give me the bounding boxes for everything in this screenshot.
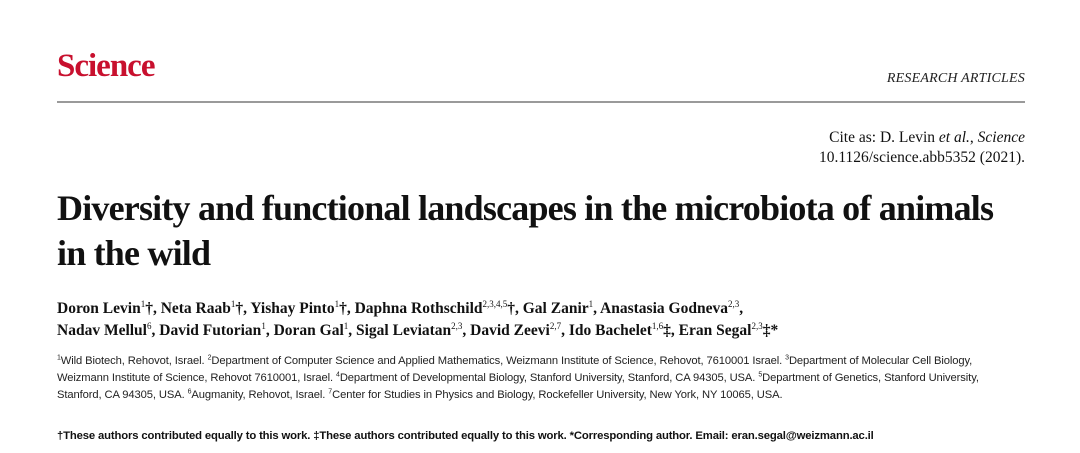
author-separator: , — [515, 300, 523, 317]
citation-sep: , — [969, 129, 978, 146]
author-name: Daphna Rothschild — [354, 300, 483, 317]
author-entry — [470, 322, 569, 339]
affiliation-text: Wild Biotech, Rehovot, Israel. — [60, 355, 208, 367]
affiliation-text: Center for Studies in Physics and Biology, Rockefeller University, New York, NY 10065, USA. — [332, 389, 783, 401]
author-entry — [250, 300, 354, 317]
author-affiliation-sup: 2,3 — [451, 320, 463, 331]
citation-doi: 10.1126/science.abb5352 (2021). — [818, 149, 1025, 166]
author-entry — [679, 322, 779, 339]
affiliation-entry — [328, 389, 782, 401]
author-affiliation-sup: 2,3,4,5 — [482, 298, 508, 309]
author-affiliation-sup: 6 — [147, 320, 152, 331]
author-affiliation-sup: 1 — [140, 298, 146, 309]
affiliation-entry — [336, 372, 758, 384]
citation-line — [819, 128, 1025, 148]
author-separator: , — [348, 322, 356, 339]
author-separator: , — [670, 322, 679, 339]
affiliation-entry — [208, 355, 786, 367]
author-footnote: †These authors contributed equally to this work. ‡These authors contributed equally to this work. *Corresponding author. Email: eran.segal@weizmann.ac.il — [57, 430, 874, 442]
author-affiliation-sup: 1 — [261, 320, 266, 331]
author-separator: , — [152, 300, 161, 317]
author-name: Doran Gal — [273, 322, 344, 339]
affiliation-number: 4 — [336, 371, 340, 379]
author-entry — [57, 300, 161, 317]
affiliation-text: Department of Computer Science and Applied Mathematics, Weizmann Institute of Science, Rehovot, 7610001 Israel. — [211, 355, 786, 367]
author-entry — [57, 322, 159, 339]
author-name: Nadav Mellul — [57, 322, 147, 339]
author-name: Anastasia Godneva — [600, 300, 728, 317]
author-affiliation-sup: 1,6 — [651, 320, 664, 331]
affiliation-number: 5 — [758, 371, 763, 379]
author-entry — [274, 322, 356, 339]
author-separator: , — [346, 300, 355, 317]
author-mark: ‡ — [663, 322, 671, 339]
affiliation-text: Department of Genetics, Stanford University, Stanford, CA 94305, USA. — [57, 372, 979, 401]
author-affiliation-sup: 2,7 — [549, 320, 562, 331]
author-name: David Zeevi — [470, 322, 550, 339]
author-affiliation-sup: 1 — [588, 298, 594, 309]
affiliation-number: 3 — [785, 354, 789, 362]
author-separator: , — [593, 300, 601, 317]
author-entry — [161, 300, 251, 317]
author-name: Ido Bachelet — [568, 322, 652, 339]
author-mark: ‡* — [762, 322, 779, 339]
author-separator: , — [462, 322, 471, 339]
article-title: Diversity and functional landscapes in the microbiota of animals in the wild — [57, 188, 994, 273]
author-mark: † — [145, 300, 153, 317]
author-mark: † — [339, 300, 347, 317]
affiliation-number: 1 — [57, 354, 61, 362]
affiliations — [57, 353, 1017, 404]
author-name: David Futorian — [159, 322, 262, 339]
journal-logo: Science — [57, 48, 155, 84]
author-mark: † — [507, 300, 515, 317]
author-entry — [600, 300, 743, 317]
author-affiliation-sup: 2,3 — [751, 320, 763, 331]
section-label: RESEARCH ARTICLES — [886, 71, 1025, 86]
affiliation-number: 7 — [328, 388, 333, 396]
author-name: Sigal Leviatan — [356, 322, 452, 339]
citation-etal: et al. — [938, 129, 970, 146]
author-entry — [523, 300, 600, 317]
affiliation-text: Augmanity, Rehovot, Israel. — [191, 389, 329, 401]
affiliation-number: 6 — [187, 388, 192, 396]
author-affiliation-sup: 2,3 — [727, 298, 740, 309]
citation-journal: Science — [977, 129, 1025, 146]
author-entry — [159, 322, 273, 339]
author-list — [57, 298, 1037, 342]
affiliation-text: Department of Molecular Cell Biology, Weizmann Institute of Science, Rehovot 7610001, Israel. — [57, 355, 973, 384]
author-separator: , — [265, 322, 274, 339]
author-name: Neta Raab — [160, 300, 231, 317]
citation-prefix: Cite as: D. Levin — [829, 129, 939, 146]
affiliation-text: Department of Developmental Biology, Stanford University, Stanford, CA 94305, USA. — [339, 372, 759, 384]
affiliation-entry — [188, 389, 329, 401]
header-divider — [57, 101, 1025, 103]
author-mark: † — [235, 300, 244, 317]
author-affiliation-sup: 1 — [343, 320, 349, 331]
author-entry — [356, 322, 470, 339]
author-name: Doron Levin — [57, 300, 141, 317]
author-affiliation-sup: 1 — [334, 298, 340, 309]
author-separator: , — [561, 322, 569, 339]
author-separator: , — [243, 300, 251, 317]
author-name: Eran Segal — [678, 322, 752, 339]
author-separator: , — [151, 322, 160, 339]
author-separator: , — [739, 300, 744, 317]
author-name: Gal Zanir — [522, 300, 589, 317]
author-affiliation-sup: 1 — [230, 298, 236, 309]
citation-block — [819, 128, 1025, 168]
author-name: Yishay Pinto — [250, 300, 335, 317]
author-entry — [355, 300, 523, 317]
affiliation-entry — [57, 355, 208, 367]
affiliation-number: 2 — [207, 354, 212, 362]
author-entry — [569, 322, 679, 339]
